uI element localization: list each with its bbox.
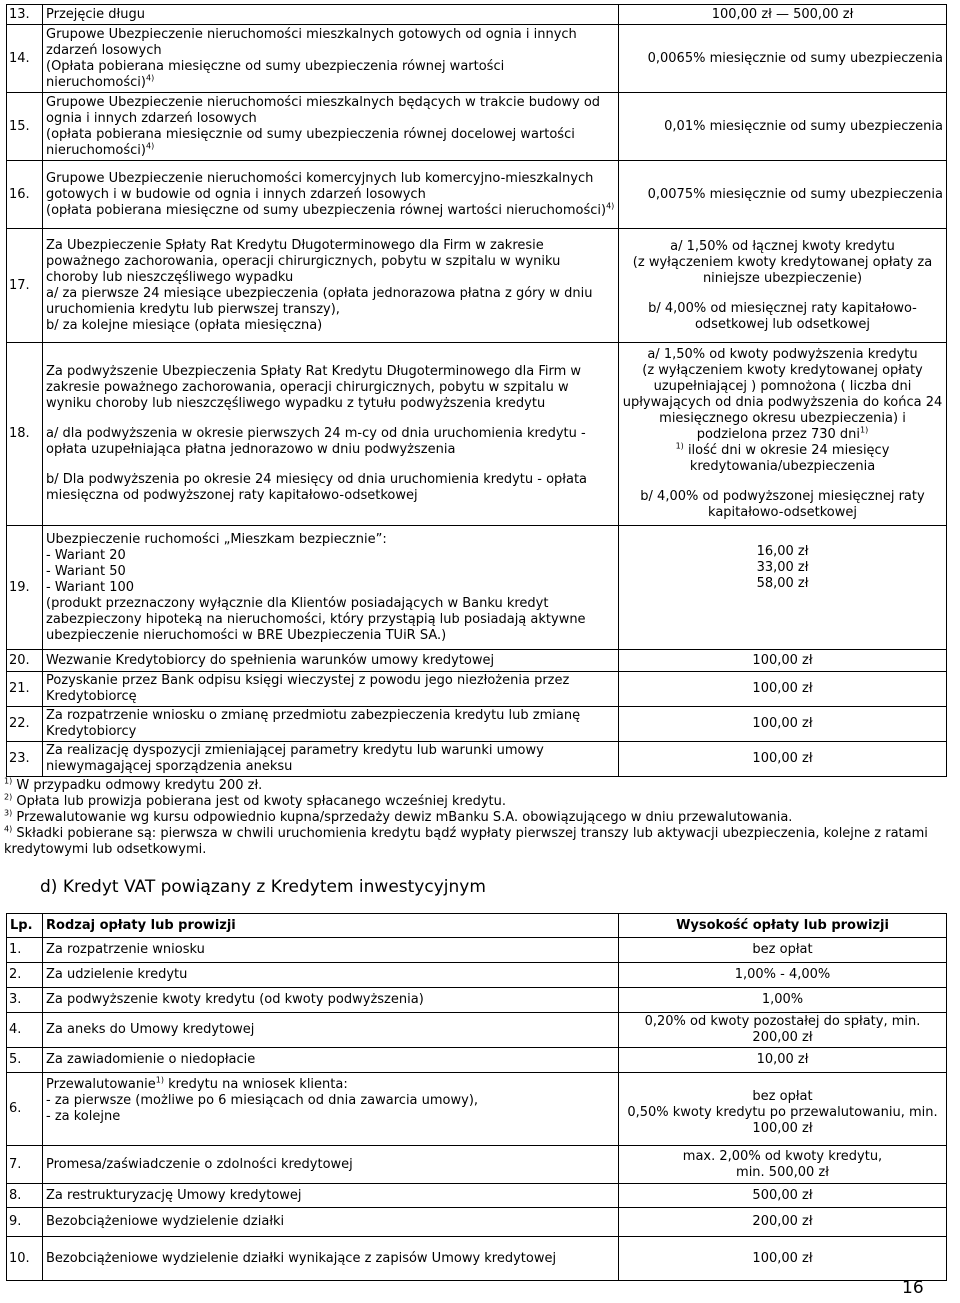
table-row <box>7 229 947 343</box>
fee-value: 100,00 zł <box>619 1237 947 1281</box>
row-number: 5. <box>7 1048 43 1073</box>
fee-value: 200,00 zł <box>619 1208 947 1237</box>
fee-description: Bezobciążeniowe wydzielenie działki <box>43 1208 619 1237</box>
footnote-ref: 4) <box>146 73 155 83</box>
fee-value-option-b: b/ 4,00% od miesięcznej raty kapitałowo-odsetkowej lub odsetkowej <box>648 300 917 332</box>
table-row <box>7 161 947 229</box>
table-row <box>7 1208 947 1237</box>
fee-description: Za realizację dyspozycji zmieniającej parametry kredytu lub warunki umowy niewymagającej sporządzenia aneksu <box>43 742 619 777</box>
row-number: 6. <box>7 1073 43 1146</box>
fee-value: 100,00 zł <box>619 707 947 742</box>
row-number: 8. <box>7 1184 43 1208</box>
fee-value-option-a: a/ 1,50% od łącznej kwoty kredytu (z wyłączeniem kwoty kredytowanej opłaty za niniejsze ubezpieczenie) <box>632 238 933 286</box>
fee-value: 0,20% od kwoty pozostałej do spłaty, min. 200,00 zł <box>619 1013 947 1048</box>
footnote <box>4 810 944 826</box>
fee-value: 1,00% - 4,00% <box>619 963 947 988</box>
footnotes <box>4 778 944 858</box>
fee-value-option-b: b/ 4,00% od podwyższonej miesięcznej raty kapitałowo-odsetkowej <box>640 489 925 520</box>
row-number: 15. <box>7 93 43 161</box>
fee-description-text: Grupowe Ubezpieczenie nieruchomości komercyjnych lub komercyjno-mieszkalnych gotowych i w budowie od ognia i innych zdarzeń losowych (opłata pobierana miesięczne od sumy ubezpieczenia równej wartości nieruchomości) <box>46 170 607 218</box>
table-row <box>7 742 947 777</box>
fee-description: Pozyskanie przez Bank odpisu księgi wieczystej z powodu jego niezłożenia przez Kredytobiorcę <box>43 672 619 707</box>
fee-value: bez opłat <box>619 938 947 963</box>
fee-description-text: Przewalutowanie <box>46 1077 156 1092</box>
footnote-ref: 1) <box>155 1075 164 1085</box>
fee-value: 0,01% miesięcznie od sumy ubezpieczenia <box>619 93 947 161</box>
fee-value: max. 2,00% od kwoty kredytu, min. 500,00 zł <box>619 1146 947 1184</box>
fee-value: 100,00 zł <box>619 742 947 777</box>
footnote-marker: 3) <box>4 808 13 818</box>
footnote-marker: 2) <box>4 792 13 802</box>
fee-description: Ubezpieczenie ruchomości „Mieszkam bezpiecznie”: - Wariant 20 - Wariant 50 - Wariant 100 (produkt przeznaczony wyłącznie dla Klientów posiadających w Banku kredyt zabezpieczony hipoteką na nieruchomości, który przystąpią lub posiadają aktywne ubezpieczenie nieruchomości w BRE Ubezpieczenia TUiR SA.) <box>43 526 619 650</box>
table-row <box>7 1073 947 1146</box>
fee-description <box>43 1073 619 1146</box>
row-number: 20. <box>7 650 43 672</box>
row-number: 1. <box>7 938 43 963</box>
fee-description-text: Za Ubezpieczenie Spłaty Rat Kredytu Długoterminowego dla Firm w zakresie poważnego zachorowania, operacji chirurgicznych, pobytu w szpitalu w wyniku choroby lub nieszczęśliwego wypadku <box>46 237 561 285</box>
fee-description: Za rozpatrzenie wniosku <box>43 938 619 963</box>
fee-value: 500,00 zł <box>619 1184 947 1208</box>
table-row <box>7 526 947 650</box>
fee-value-variant-20: 16,00 zł <box>756 544 809 559</box>
row-number: 9. <box>7 1208 43 1237</box>
footnote-text: Opłata lub prowizja pobierana jest od kwoty spłacanego wcześniej kredytu. <box>12 794 507 809</box>
table-row <box>7 707 947 742</box>
fee-description: Za rozpatrzenie wniosku o zmianę przedmiotu zabezpieczenia kredytu lub zmianę Kredytobiorcy <box>43 707 619 742</box>
fee-description-title <box>46 1077 615 1093</box>
footnote <box>4 778 944 794</box>
fee-value-text: a/ 1,50% od kwoty podwyższenia kredytu (z wyłączeniem kwoty kredytowanej opłaty uzupełniającej ) pomnożona ( liczba dni upływających od dnia podwyższenia do końca 24 miesięcznego okresu ubezpieczenia) i podzielona przez 730 dni <box>622 347 943 442</box>
fee-table-vat-credit <box>6 913 947 1281</box>
fee-description-option-a: a/ za pierwsze 24 miesiące ubezpieczenia (opłata jednorazowa płatna z góry w dniu uruchomienia kredytu lub pierwszej transzy), <box>46 285 593 317</box>
column-header-fee-amount: Wysokość opłaty lub prowizji <box>619 914 947 938</box>
section-heading: d) Kredyt VAT powiązany z Kredytem inwestycyjnym <box>40 877 486 897</box>
footnote-text: Składki pobierane są: pierwsza w chwili uruchomienia kredytu bądź wypłaty pierwszej transzy lub aktywacji ubezpieczenia, kolejne z ratami kredytowymi lub odsetkowymi. <box>4 826 928 857</box>
row-number: 10. <box>7 1237 43 1281</box>
footnote <box>4 826 944 858</box>
fee-value-option-a <box>622 347 943 443</box>
table-header-row <box>7 914 947 938</box>
fee-value <box>619 1073 947 1146</box>
footnote-ref: 4) <box>146 141 155 151</box>
footnote <box>4 794 944 810</box>
fee-description <box>43 25 619 93</box>
fee-description-text: Grupowe Ubezpieczenie nieruchomości mieszkalnych gotowych od ognia i innych zdarzeń losowych (Opłata pobierana miesięczne od sumy ubezpieczenia równej wartości nieruchomości) <box>46 26 577 90</box>
fee-description-option-a: a/ dla podwyższenia w okresie pierwszych 24 m-cy od dnia uruchomienia kredytu - opłata uzupełniająca płatna jednorazowo w dniu podwyższenia <box>46 426 586 457</box>
table-row <box>7 1013 947 1048</box>
fee-table-continued <box>6 4 947 777</box>
footnote-marker: 4) <box>4 824 13 834</box>
row-number: 17. <box>7 229 43 343</box>
fee-value-divisor <box>622 443 943 475</box>
fee-description: Za zawiadomienie o niedopłacie <box>43 1048 619 1073</box>
fee-description: Za podwyższenie kwoty kredytu (od kwoty podwyższenia) <box>43 988 619 1013</box>
fee-description: Promesa/zaświadczenie o zdolności kredytowej <box>43 1146 619 1184</box>
table-row <box>7 5 947 25</box>
row-number: 16. <box>7 161 43 229</box>
row-number: 3. <box>7 988 43 1013</box>
fee-description <box>43 343 619 526</box>
table-row <box>7 93 947 161</box>
fee-value-variant-50: 33,00 zł <box>756 560 809 575</box>
column-header-fee-type: Rodzaj opłaty lub prowizji <box>43 914 619 938</box>
fee-description-text: Grupowe Ubezpieczenie nieruchomości mieszkalnych będących w trakcie budowy od ognia i innych zdarzeń losowych (opłata pobierana miesięcznie od sumy ubezpieczenia równej docelowej wartości nieruchomości) <box>46 94 601 158</box>
table-row <box>7 1048 947 1073</box>
fee-description: Za restrukturyzację Umowy kredytowej <box>43 1184 619 1208</box>
table-row <box>7 25 947 93</box>
footnote-marker: 1) <box>4 776 13 786</box>
fee-value-variant-100: 58,00 zł <box>756 576 809 591</box>
column-header-lp: Lp. <box>7 914 43 938</box>
table-row <box>7 672 947 707</box>
fee-description: Za aneks do Umowy kredytowej <box>43 1013 619 1048</box>
fee-description-option-b: b/ za kolejne miesiące (opłata miesięczna) <box>46 317 323 333</box>
fee-description-option-b: b/ Dla podwyższenia po okresie 24 miesięcy od dnia uruchomienia kredytu - opłata miesięczna od podwyższonej raty kapitałowo-odsetkowej <box>46 472 588 503</box>
table-row <box>7 963 947 988</box>
footnote-ref: 1) <box>675 441 684 451</box>
footnote-ref: 1) <box>860 425 869 435</box>
footnote-ref: 4) <box>606 201 615 211</box>
fee-value <box>619 343 947 526</box>
fee-value: 1,00% <box>619 988 947 1013</box>
table-row <box>7 1146 947 1184</box>
fee-value: 10,00 zł <box>619 1048 947 1073</box>
row-number: 19. <box>7 526 43 650</box>
footnote-text: W przypadku odmowy kredytu 200 zł. <box>12 778 263 793</box>
row-number: 13. <box>7 5 43 25</box>
fee-description-text: kredytu na wniosek klienta: <box>163 1077 348 1092</box>
table-row <box>7 1184 947 1208</box>
row-number: 22. <box>7 707 43 742</box>
fee-description-options: - za pierwsze (możliwe po 6 miesiącach od dnia zawarcia umowy), - za kolejne <box>46 1093 479 1124</box>
row-number: 4. <box>7 1013 43 1048</box>
fee-description: Wezwanie Kredytobiorcy do spełnienia warunków umowy kredytowej <box>43 650 619 672</box>
fee-description-text: Za podwyższenie Ubezpieczenia Spłaty Rat Kredytu Długoterminowego dla Firm w zakresie poważnego zachorowania, operacji chirurgicznych, pobytu w szpitalu w wyniku choroby lub nieszczęśliwego wypadku z tytułu podwyższenia kredytu <box>46 364 582 411</box>
row-number: 23. <box>7 742 43 777</box>
row-number: 18. <box>7 343 43 526</box>
row-number: 7. <box>7 1146 43 1184</box>
table-row <box>7 343 947 526</box>
fee-description: Bezobciążeniowe wydzielenie działki wynikające z zapisów Umowy kredytowej <box>43 1237 619 1281</box>
table-row <box>7 988 947 1013</box>
page-number: 16 <box>902 1278 924 1298</box>
row-number: 14. <box>7 25 43 93</box>
fee-value: 100,00 zł <box>619 650 947 672</box>
fee-description: Za udzielenie kredytu <box>43 963 619 988</box>
row-number: 21. <box>7 672 43 707</box>
fee-value-text: ilość dni w okresie 24 miesięcy kredytowania/ubezpieczenia <box>683 443 890 474</box>
fee-value: 100,00 zł <box>619 672 947 707</box>
table-row <box>7 1237 947 1281</box>
fee-value <box>619 526 947 650</box>
table-row <box>7 650 947 672</box>
fee-value-next: 0,50% kwoty kredytu po przewalutowaniu, min. 100,00 zł <box>627 1105 938 1136</box>
fee-value: 100,00 zł — 500,00 zł <box>619 5 947 25</box>
row-number: 2. <box>7 963 43 988</box>
table-row <box>7 938 947 963</box>
fee-description: Przejęcie długu <box>43 5 619 25</box>
fee-description <box>43 161 619 229</box>
footnote-text: Przewalutowanie wg kursu odpowiednio kupna/sprzedaży dewiz mBanku S.A. obowiązującego w dniu przewalutowania. <box>12 810 793 825</box>
fee-value: 0,0065% miesięcznie od sumy ubezpieczenia <box>619 25 947 93</box>
fee-value: 0,0075% miesięcznie od sumy ubezpieczenia <box>619 161 947 229</box>
fee-value <box>619 229 947 343</box>
fee-description <box>43 229 619 343</box>
fee-description <box>43 93 619 161</box>
fee-value-first: bez opłat <box>752 1089 813 1104</box>
